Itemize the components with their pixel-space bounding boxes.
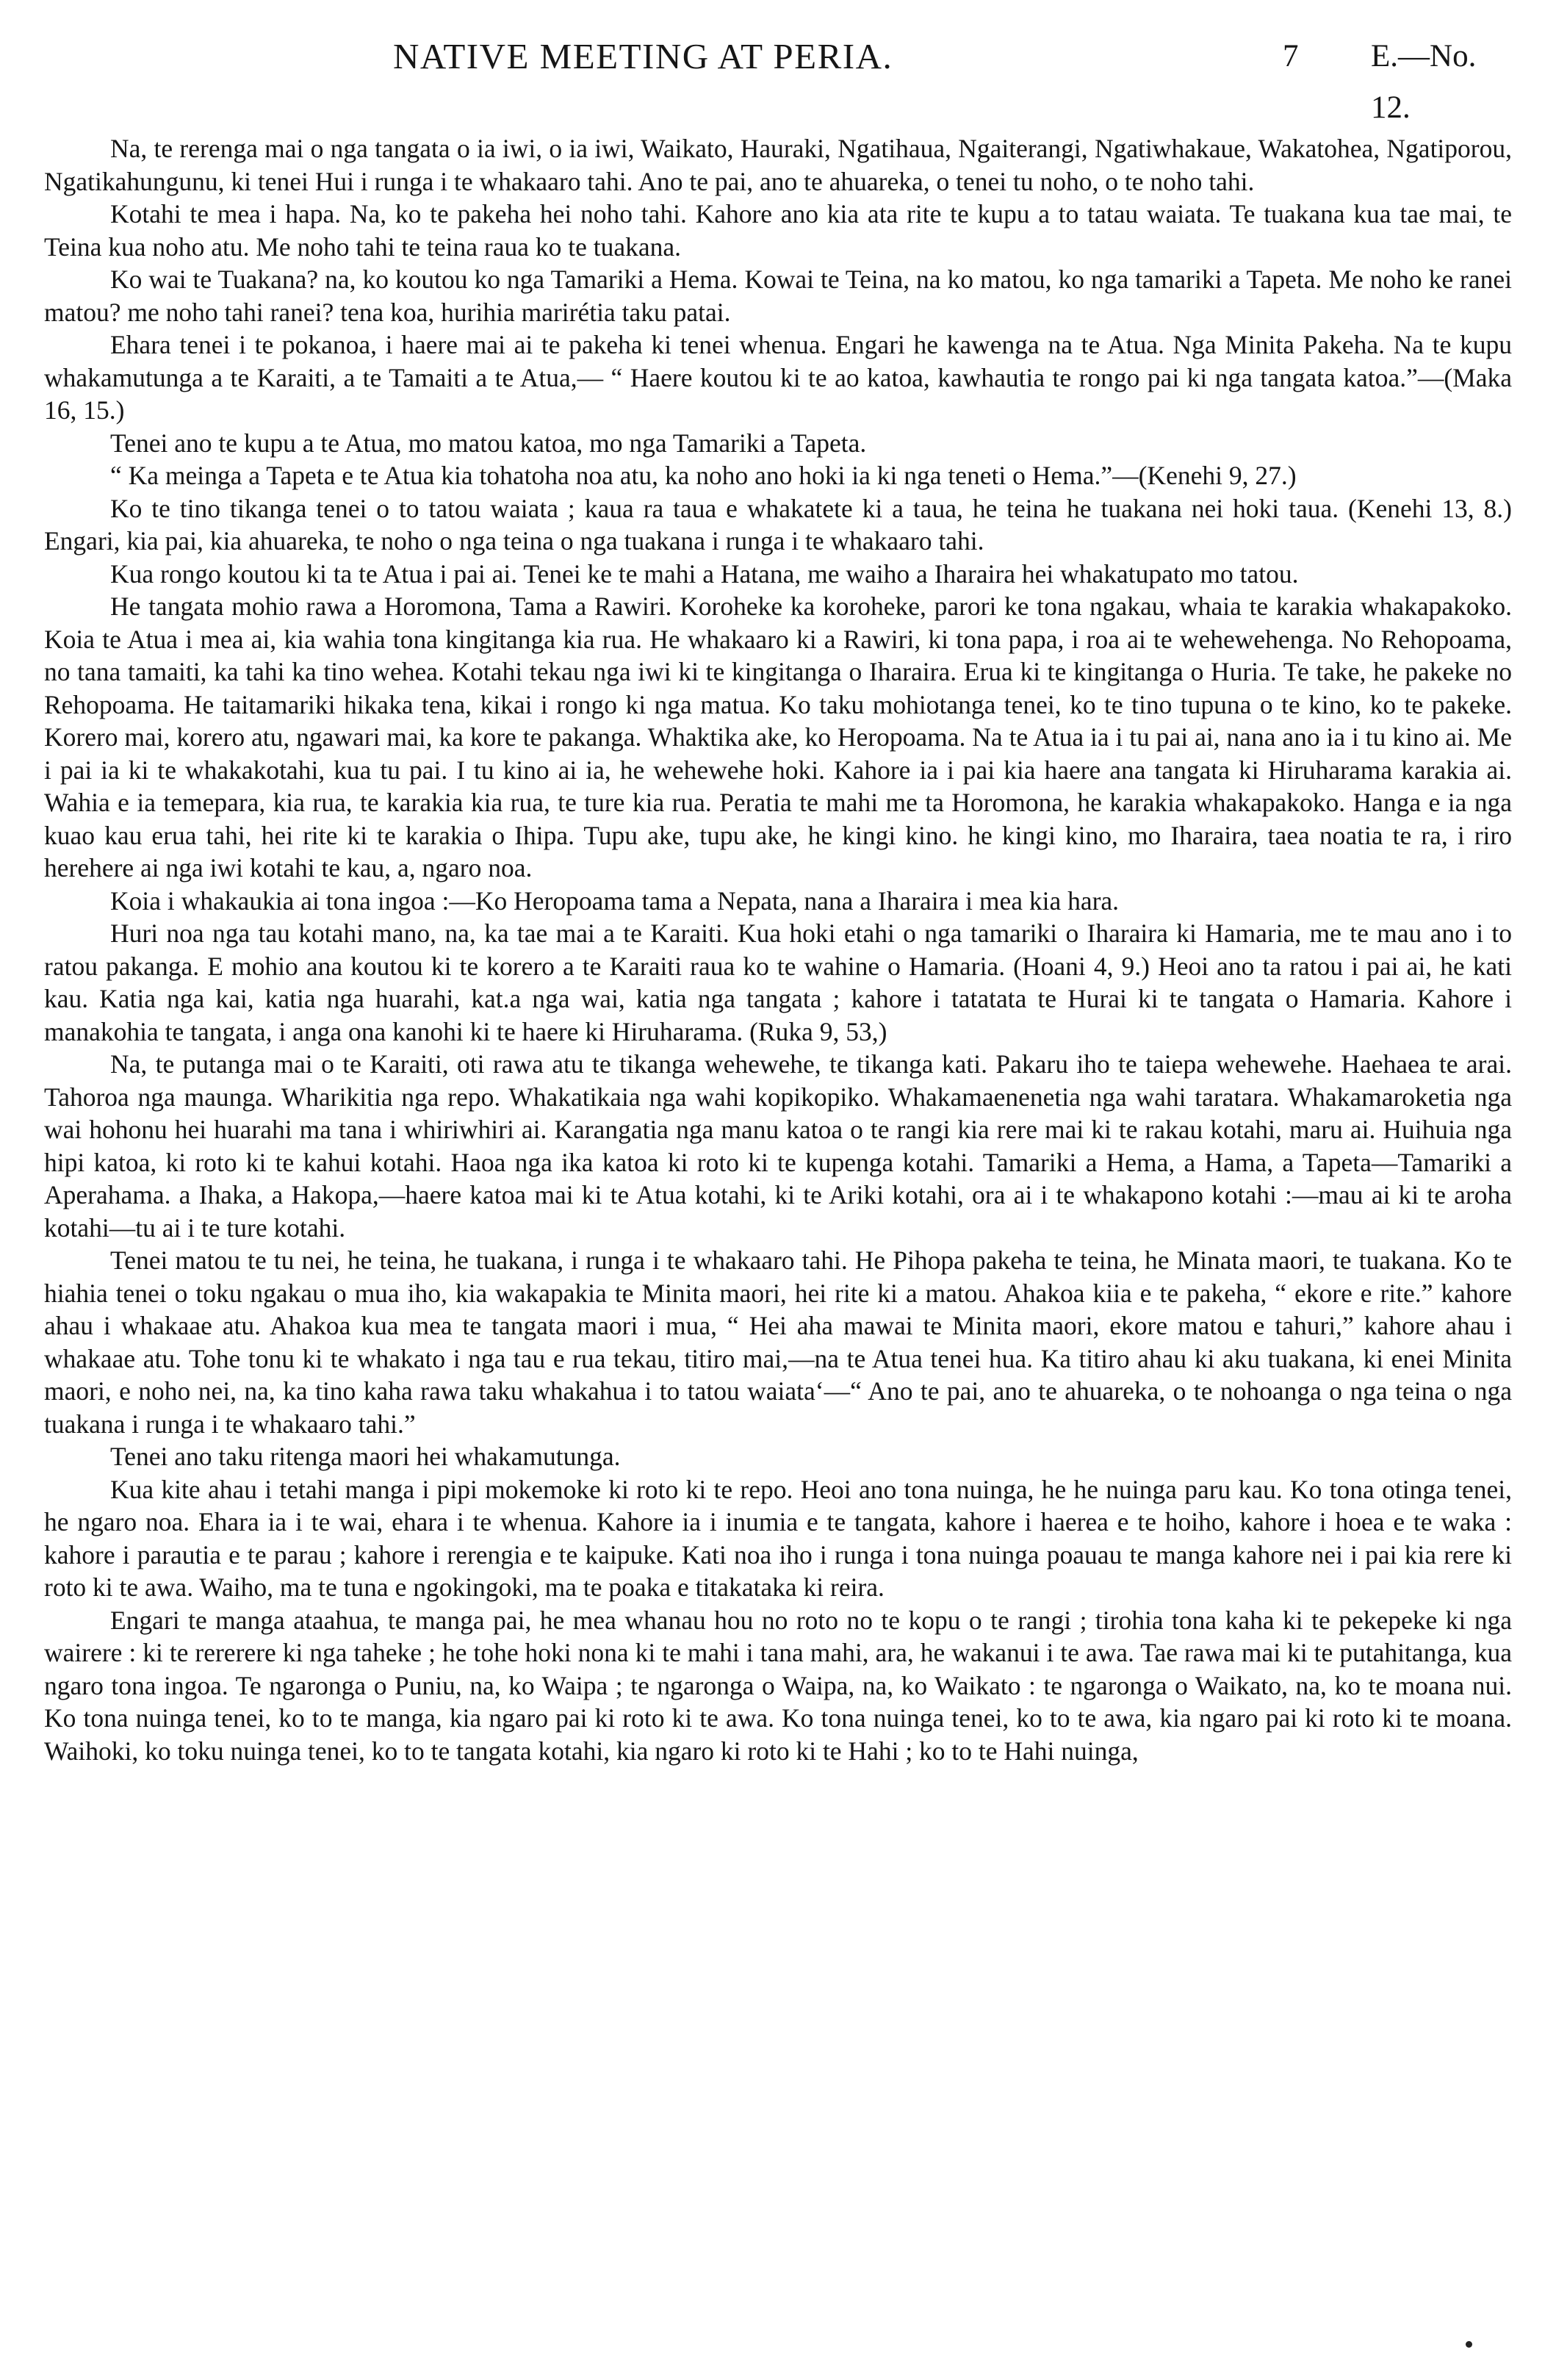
page-number: 7 xyxy=(1283,39,1299,73)
paragraph: Ko wai te Tuakana? na, ko koutou ko nga Tamariki a Hema. Kowai te Teina, na ko matou, ko nga tamariki a Tapeta. Me noho ke ranei matou? me noho tahi ranei? tena koa, hurihia marirétia taku patai. xyxy=(44,265,1512,327)
paragraph: Ko te tino tikanga tenei o to tatou waiata ; kaua ra taua e whakatete ki a taua, he teina he tuakana nei hoki taua. (Kenehi 13, 8.) Engari, kia pai, kia ahuareka, te noho o nga teina o nga tuakana i runga i te whakaaro tahi. xyxy=(44,493,1512,556)
paragraph: Ehara tenei i te pokanoa, i haere mai ai te pakeha ki tenei whenua. Engari he kawenga na te Atua. Nga Minita Pakeha. Na te kupu whakamutunga a te Karaiti, a te Tamaiti a te Atua,— “ Haere koutou ki te ao katoa, kawhautia te rongo pai ki nga tangata katoa.”—(Maka 16, 15.) xyxy=(44,330,1512,425)
page-header xyxy=(44,31,1512,125)
paragraph: Na, te rerenga mai o nga tangata o ia iwi, o ia iwi, Waikato, Hauraki, Ngatihaua, Ngaiterangi, Ngatiwhakaue, Wakatohea, Ngatiporou, Ngatikahungunu, ki tenei Hui i runga i te whakaaro tahi. Ano te pai, ano te ahuareka, o tenei tu noho, o te noho tahi. xyxy=(44,134,1512,196)
stray-mark xyxy=(1466,2341,1472,2348)
paragraph: Engari te manga ataahua, te manga pai, he mea whanau hou no roto no te kopu o te rangi ; tirohia tona kaha ki te pekepeke ki nga wairere : ki te rererere ki nga taheke ; he tohe hoki nona ki te mahi i tana mahi, ara, he wakanui i te awa. Tae rawa mai ki te putahitanga, kua ngaro tona ingoa. Te ngaronga o Puniu, na, ko Waipa ; te ngaronga o Waipa, na, ko Waikato : te ngaronga o Waikato, na, ko te moana nui. Ko tona nuinga tenei, ko to te manga, kia ngaro pai ki roto ki te awa. Ko tona nuinga tenei, ko to te awa, kia ngaro pai ki roto ki te moana. Waihoki, ko toku nuinga tenei, ko to te tangata kotahi, kia ngaro ki roto ki te Hahi ; ko to te Hahi nuinga, xyxy=(44,1605,1512,1766)
paragraph: Na, te putanga mai o te Karaiti, oti rawa atu te tikanga wehewehe, te tikanga kati. Pakaru iho te taiepa wehewehe. Haehaea te arai. Tahoroa nga maunga. Wharikitia nga repo. Whakatikaia nga wahi kopikopiko. Whakamaenenetia nga wahi taratara. Whakamaroketia nga wai hohonu hei huarahi ma tana i whiriwhiri ai. Karangatia nga manu katoa o te rangi kia rere mai ki te rakau kotahi, maru ai. Huihuia nga hipi katoa, ki roto ki te kahui kotahi. Haoa nga ika katoa ki roto ki te kupenga kotahi. Tamariki a Hema, a Hama, a Tapeta—Tamariki a Aperahama. a Ihaka, a Hakopa,—haere katoa mai ki te Atua kotahi, ki te Ariki kotahi, ora ai i te whakapono kotahi :—mau ai ki te aroha kotahi—tu ai i te ture kotahi. xyxy=(44,1049,1512,1243)
paragraph: Kotahi te mea i hapa. Na, ko te pakeha hei noho tahi. Kahore ano kia ata rite te kupu a to tatau waiata. Te tuakana kua tae mai, te Teina kua noho atu. Me noho tahi te teina raua ko te tuakana. xyxy=(44,199,1512,262)
paragraph: “ Ka meinga a Tapeta e te Atua kia tohatoha noa atu, ka noho ano hoki ia ki nga teneti o Hema.”—(Kenehi 9, 27.) xyxy=(110,461,1297,490)
paragraph: Kua rongo koutou ki ta te Atua i pai ai. Tenei ke te mahi a Hatana, me waiho a Iharaira hei whakatupato mo tatou. xyxy=(110,558,1299,589)
document-reference: E.—No. 12. xyxy=(1371,39,1477,125)
paragraph: Tenei ano te kupu a te Atua, mo matou katoa, mo nga Tamariki a Tapeta. xyxy=(110,428,867,458)
body-text xyxy=(44,132,1512,1767)
paragraph: Tenei matou te tu nei, he teina, he tuakana, i runga i te whakaaro tahi. He Pihopa pakeha te teina, he Minata maori, te tuakana. Ko te hiahia tenei o toku ngakau o mua iho, kia wakapakia te Minita maori, hei rite ki a matou. Ahakoa kiia e te pakeha, “ ekore e rite.” kahore ahau i whakaae atu. Ahakoa kua mea te tangata maori i mua, “ Hei aha mawai te Minita maori, ekore matou e tahuri,” kahore ahau i whakaae atu. Tohe tonu ki te whakato i nga tau e rua tekau, titiro mai,—na te Atua tenei hua. Ka titiro ahau ki aku tuakana, ki enei Minita maori, e noho nei, na, ka tino kaha rawa taku whakahua i to tatou waiata‘—“ Ano te pai, ano te ahuareka, o te nohoanga o nga teina o nga tuakana i runga i te whakaaro tahi.” xyxy=(44,1245,1512,1439)
paragraph: Koia i whakaukia ai tona ingoa :—Ko Heropoama tama a Nepata, nana a Iharaira i mea kia hara. xyxy=(110,885,1120,916)
paragraph: He tangata mohio rawa a Horomona, Tama a Rawiri. Koroheke ka koroheke, parori ke tona ngakau, whaia te karakia whakapakoko. Koia te Atua i mea ai, kia wahia tona kingitanga kia rua. He whakaaro ki a Rawiri, ki tona papa, i roa ai te wehewehenga. No Rehopoama, no tana tamaiti, ka tahi ka tino wehea. Kotahi tekau nga iwi ki te kingitanga o Iharaira. Erua ki te kingitanga o Huria. Te take, he pakeke no Rehopoama. He taitamariki hikaka tena, kikai i rongo ki nga matua. Ko taku mohiotanga tenei, ko te tino tupuna o te kino, ko te pakeke. Korero mai, korero atu, ngawari mai, ka kore te pakanga. Whaktika ake, ko Heropoama. Na te Atua ia i tu pai ai, nana ano ia i tu kino ai. Me i pai ia ki te whakakotahi, kua tu pai. I tu kino ai ia, he wehewehe hoki. Kahore ia i pai kia haere ana tangata ki Hiruharama karakia ai. Wahia e ia temepara, kia rua, te karakia kia rua, te ture kia rua. Peratia te mahi me ta Horomona, he karakia whakapakoko. Hanga e ia nga kuao kau erua tahi, hei rite ki te karakia o Ihipa. Tupu ake, tupu ake, he kingi kino. he kingi kino, mo Iharaira, taea noatia te ra, i riro herehere ai nga iwi kotahi te kau, a, ngaro noa. xyxy=(44,592,1512,882)
paragraph: Tenei ano taku ritenga maori hei whakamutunga. xyxy=(110,1442,621,1471)
paragraph: Huri noa nga tau kotahi mano, na, ka tae mai a te Karaiti. Kua hoki etahi o nga tamariki o Iharaira ki Hamaria, me te mau ano i to ratou pakanga. E mohio ana koutou ki te korero a te Karaiti raua ko te wahine o Hamaria. (Hoani 4, 9.) Heoi ano ta ratou i pai ai, he kati kau. Katia nga kai, katia nga huarahi, kat.a nga wai, katia nga tangata ; kahore i tatatata te Hurai ki te tangata o Hamaria. Kahore i manakohia te tangata, i anga ona kanohi ki te haere ki Hiruharama. (Ruka 9, 53,) xyxy=(44,918,1512,1046)
paragraph: Kua kite ahau i tetahi manga i pipi mokemoke ki roto ki te repo. Heoi ano tona nuinga, he he nuinga paru kau. Ko tona otinga tenei, he ngaro noa. Ehara ia i te wai, ehara i te whenua. Kahore ia i inumia e te tangata, kahore i haerea e te hoiho, kahore i hoea e te waka : kahore i parautia e te parau ; kahore i rerengia e te kaipuke. Kati noa iho i runga i tona nuinga poauau te manga kahore nei i pai kia rere ki roto ki te awa. Waiho, ma te tuna e ngokingoki, ma te poaka e titakataka ki reira. xyxy=(44,1474,1512,1602)
running-title: NATIVE MEETING AT PERIA. xyxy=(393,36,893,76)
